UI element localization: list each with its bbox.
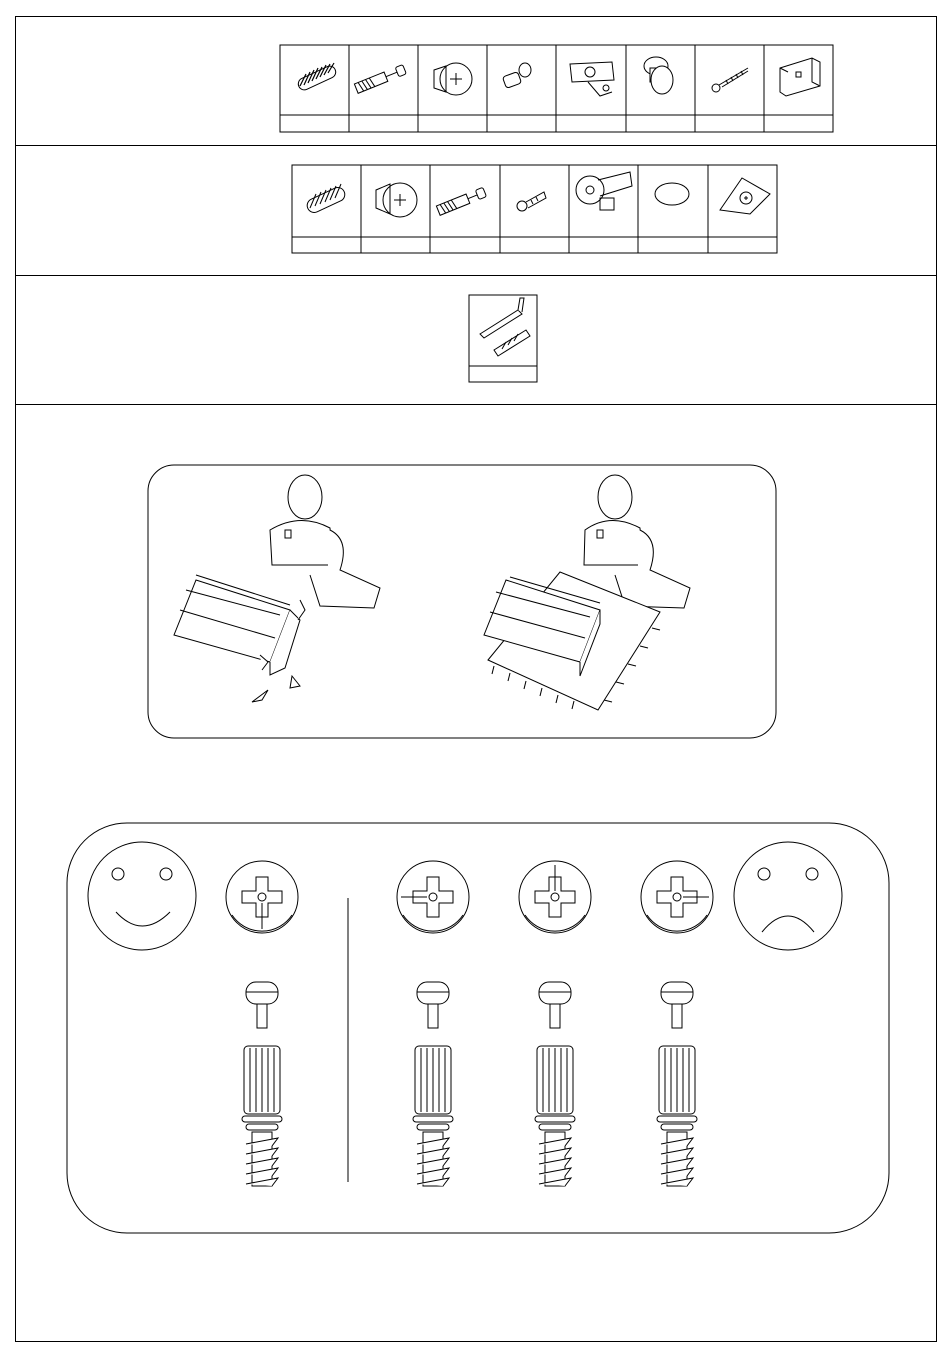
cam-incorrect-orientation-icon (397, 861, 469, 933)
cam-incorrect-orientation-icon (519, 861, 591, 933)
cam-correct-orientation-icon (226, 861, 298, 933)
smiley-face-icon (88, 842, 196, 950)
cam-bolt-icon (413, 982, 453, 1186)
cam-bolt-icon (657, 982, 697, 1186)
cam-bolt-icon (242, 982, 282, 1186)
cam-incorrect-orientation-icon (641, 861, 713, 933)
cam-bolt-icon (535, 982, 575, 1186)
sad-face-icon (734, 842, 842, 950)
